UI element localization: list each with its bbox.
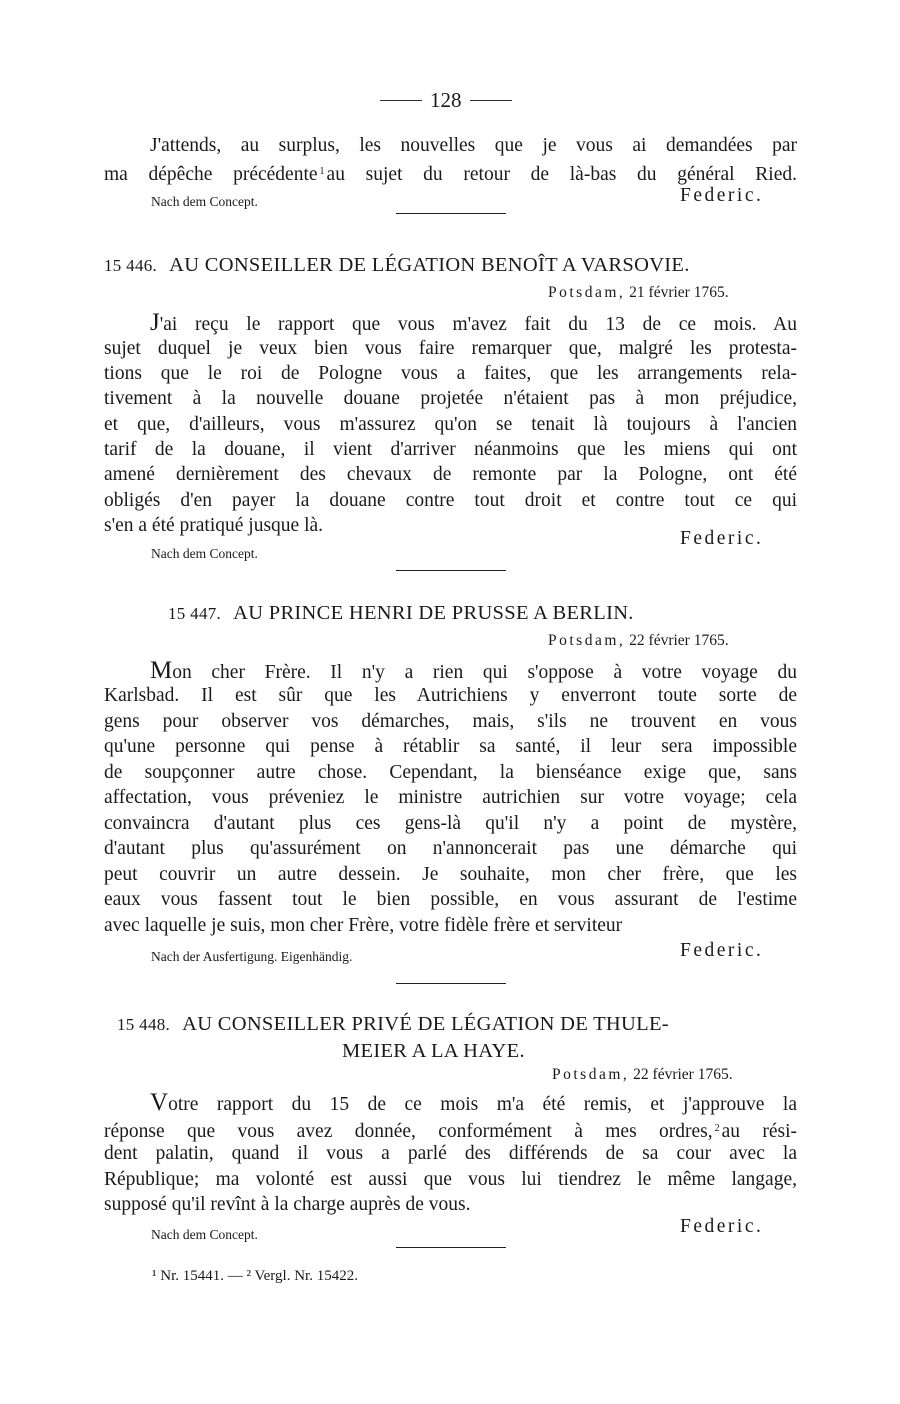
page-number — [372, 88, 520, 113]
paragraph-line: de soupçonner autre chose. Cependant, la bienséance exige que, sans — [104, 762, 797, 783]
paragraph-line: amené dernièrement des chevaux de remonte par la Pologne, ont été — [104, 464, 797, 485]
paragraph-line: eaux vous fassent tout le bien possible, en vous assurant de l'estime — [104, 889, 797, 910]
paragraph-line: qu'une personne qui pense à rétablir sa santé, il leur sera impossible — [104, 736, 797, 757]
letter-recipient: AU PRINCE HENRI DE PRUSSE A BERLIN. — [233, 602, 634, 624]
section-divider — [396, 213, 506, 214]
paragraph-line: obligés d'en payer la douane contre tout droit et contre tout ce qui — [104, 490, 797, 511]
place-date: Potsdam, 22 février 1765. — [548, 632, 729, 649]
letter-number: 15 446. — [104, 256, 158, 275]
place-date: Potsdam, 21 février 1765. — [548, 284, 729, 301]
paragraph-line: Mon cher Frère. Il n'y a rien qui s'oppose à votre voyage du — [150, 657, 797, 684]
paragraph-line: dent palatin, quand il vous a parlé des différends de sa cour avec la — [104, 1143, 797, 1164]
section-divider — [396, 1247, 506, 1248]
paragraph-line: tarif de la douane, il vient d'arriver néanmoins que les miens qui ont — [104, 439, 797, 460]
paragraph-line: République; ma volonté est aussi que vous lui tiendrez le même langage, — [104, 1169, 797, 1190]
section-divider — [396, 570, 506, 571]
letter-heading — [117, 1013, 669, 1036]
source-note: Nach dem Concept. — [151, 194, 258, 209]
paragraph-line: d'autant plus qu'assurément on n'annoncerait pas une démarche qui — [104, 838, 797, 859]
signature: Federic. — [680, 1216, 764, 1237]
letter-heading — [168, 602, 634, 625]
initial-letter: V — [150, 1089, 169, 1116]
paragraph-line: s'en a été pratiqué jusque là. — [104, 515, 324, 536]
footnote-marker: 1 — [319, 166, 325, 177]
letter-recipient: AU CONSEILLER PRIVÉ DE LÉGATION DE THULE- — [182, 1013, 669, 1035]
letter-heading-continued: MEIER A LA HAYE. — [342, 1040, 525, 1062]
footnote-marker: 2 — [714, 1123, 720, 1134]
page-number-right-dash — [470, 100, 512, 101]
letter-number: 15 448. — [117, 1015, 171, 1034]
signature: Federic. — [680, 940, 764, 961]
letter-heading — [104, 254, 690, 277]
signature: Federic. — [680, 528, 764, 549]
paragraph-line: affectation, vous préveniez le ministre autrichien sur votre voyage; cela — [104, 787, 797, 808]
paragraph-line: réponse que vous avez donnée, conformément à mes ordres, $^2$ au rési- — [104, 1121, 797, 1142]
paragraph-line: sujet duquel je veux bien vous faire remarquer que, malgré les protesta- — [104, 338, 797, 359]
initial-letter: M — [150, 657, 173, 684]
section-divider — [396, 983, 506, 984]
source-note: Nach dem Concept. — [151, 546, 258, 561]
paragraph-line: supposé qu'il revînt à la charge auprès de vous. — [104, 1194, 471, 1215]
paragraph-line: peut couvrir un autre dessein. Je souhaite, mon cher frère, que les — [104, 864, 797, 885]
paragraph-line: Votre rapport du 15 de ce mois m'a été remis, et j'approuve la — [150, 1089, 797, 1116]
source-note: Nach der Ausfertigung. Eigenhändig. — [151, 949, 353, 964]
paragraph-line: avec laquelle je suis, mon cher Frère, votre fidèle frère et serviteur — [104, 915, 623, 936]
paragraph-line: Karlsbad. Il est sûr que les Autrichiens y enverront toute sorte de — [104, 685, 797, 706]
paragraph-line: J'ai reçu le rapport que vous m'avez fait du 13 de ce mois. Au — [150, 309, 797, 336]
signature: Federic. — [680, 185, 764, 206]
paragraph-line: tions que le roi de Pologne vous a faites, que les arrangements rela- — [104, 363, 797, 384]
paragraph-line: convaincra d'autant plus ces gens-là qu'il n'y a point de mystère, — [104, 813, 797, 834]
paragraph-line: gens pour observer vos démarches, mais, s'ils ne trouvent en vous — [104, 711, 797, 732]
initial-letter: J — [150, 309, 160, 336]
page-number-left-dash — [380, 100, 422, 101]
place-date: Potsdam, 22 février 1765. — [552, 1066, 733, 1083]
paragraph-line: J'attends, au surplus, les nouvelles que je vous ai demandées par — [150, 135, 797, 156]
letter-number: 15 447. — [168, 604, 222, 623]
letter-recipient: AU CONSEILLER DE LÉGATION BENOÎT A VARSOVIE. — [169, 254, 690, 276]
page-number-text: 128 — [430, 88, 462, 112]
paragraph-line: ma dépêche précédente $^1$ au sujet du retour de là-bas du général Ried. — [104, 164, 797, 185]
paragraph-line: et que, d'ailleurs, vous m'assurez qu'on se tenait là toujours à l'ancien — [104, 414, 797, 435]
source-note: Nach dem Concept. — [151, 1227, 258, 1242]
paragraph-line: tivement à la nouvelle douane projetée n'étaient pas à mon préjudice, — [104, 388, 797, 409]
footnotes: ¹ Nr. 15441. — ² Vergl. Nr. 15422. — [152, 1268, 358, 1284]
